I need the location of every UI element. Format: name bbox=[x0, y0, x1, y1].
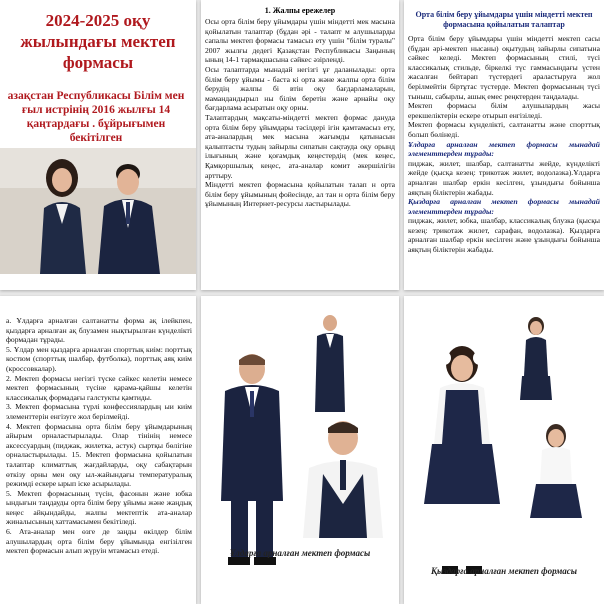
boy-blazer-photo bbox=[211, 351, 293, 566]
students-photo bbox=[0, 148, 196, 274]
girl-top-photo bbox=[514, 316, 558, 416]
cover-title: 2024-2025 оқу жылындағы мектеп формасы bbox=[20, 11, 176, 72]
boys-uniform-text: пиджак, жилет, шалбар, салтанатты жейде, күнделікті жейде (қысқа кезең: трикотаж жилет, водолазка).Ұлдарға арналған шалбар еркін кесілген, ұзындығы бойынша аяқтың біліктерін жабады. bbox=[408, 158, 600, 197]
requirements-panel bbox=[404, 0, 604, 290]
requirements-text: Орта білім беру ұйымдары үшін міндетті мектеп сасы (бұдан әрі-мектеп нысаны) оқытудың зайырлы сипатына сәйкес келеді. Мектеп формасының стилі, түсі классикалық стильде, біркелкі түс гаммасындағы үстен жасалған бейтарап түстердегі араластыруға жол берілмейтін біртұтас түстерде. Мектеп формасының түсі тыныш, сабырлы, ашық емес реңктерден таңдалады. Мектеп формасы білім алушылардың жасы ерекшеліктерін ескере отырып енгізіледі. Мектеп формасы күнделікті, салтанатты және спорттық болып бөлінеді. bbox=[408, 34, 600, 139]
general-provisions-panel bbox=[201, 0, 399, 290]
girl-pinafore-photo bbox=[412, 344, 512, 584]
girl-blouse-photo bbox=[516, 422, 596, 552]
rules-panel bbox=[0, 296, 196, 604]
general-provisions-heading: 1. Жалпы ережелер bbox=[264, 6, 336, 15]
rules-text: а. Ұлдарға арналған салтанатты форма ақ ілейкпен, қыздарға арналған ақ блузамен нықтырылған күнделікті формадан тұрады. 5. Ұлдар мен қыздарға арналған спорттық киім: порттық костюм (спорттық шалбар, футболка), порттық аяқ киім (кроссовкалар). 2. Мектеп формасы негізгі түске сәйкес келетін немесе мектеп формасының түсіне қарама-қайшы келетін классикалық формадағы галстукты қамтиды. 3. Мектеп формасына түрлі конфессиялардың ыи киім элементтерін енгізуге жол берілмейді. 4. Мектеп формасына орта білім беру ұйымдарының айырым орналастырылады. Олар тінінің немесе аксессуардың (пиджак, жилетка, астук) сыртқы бөлігіне орналастырылады. 15. Мектеп формасына қойылатын талаптар климаттық жағдайларды, оқу сабақтарын өткізу орны мен оқу ыл-жайындағы температуралық режимді ескере ырып іске асырылады. 5. Мектеп формасының түсін, фасонын және юбка ындығын таңдауды орта білім беру ұйымы және жаңдық кеңес айқындайды, жалпы мектептік ата-аналар жиналысының хаттамасымен бекітіледі. 6. Ата-аналар мен өзге де заңды өкілдер білім алушылардың орта білім беру ұйымында енгізілген мектеп формасын алып жүруін мтамасыз етеді. bbox=[6, 316, 192, 556]
girls-uniform-text: пиджак, жилет, юбка, шалбар, классикалық блузка (қысқы кезең: трикотаж жилет, сарафан, водолазка). Қыздарға арналған шалбар еркін кесілген және ұзындығы бойынша аяқтың біліктерін жабады. bbox=[408, 216, 600, 255]
boy-suit-photo bbox=[307, 314, 353, 414]
cover-subtitle: азақстан Республикасы Білім мен ғыл истрінің 2016 жылғы 14 қаңтардағы . бұйрығымен бекітілген bbox=[7, 90, 185, 144]
cover-panel bbox=[0, 0, 196, 290]
girls-uniform-heading: Қыздарға арналған мектеп формасы мынадай элементтерден тұрады: bbox=[408, 197, 600, 216]
boys-uniform-heading: Ұлдарға арналған мектеп формасы мынадай элементтерден тұрады: bbox=[408, 139, 600, 159]
boys-uniform-caption: Ұлдарға арналған мектеп формасы bbox=[229, 548, 371, 558]
boy-vest-photo bbox=[297, 418, 389, 538]
boys-uniform-panel bbox=[201, 296, 399, 604]
girls-uniform-caption: Қыздарға арналған мектеп формасы bbox=[430, 566, 578, 576]
general-provisions-text: Осы орта білім беру ұйымдары үшін міндетті мек масына қойылатын талаптар (бұдан әрі - талапт м алушыларды сапалы мектеп формасы тамасыз ету үшін "білім туралы" 2007 жылғы дедегі Қазақстан Республикасы Заңының ының 14-1 тармақшасына сәйкес әзірленді. Осы талаптарда мынадай негізгі ұғ даланылады: орта білім беру ұйымы - баста кі орта және жалпы орта білім берудің жалпы бі втін оқу бағдарламаларын, мамандандырыл ны білім беретін және арнайы оқу бағдарлама асыратын оқу орны. Талаптардың мақсаты-міндетті мектеп формас дануда орта білім беру ұйымдары тәсілдері ігін қамтамасыз ету, ата-аналардың мек масына жағымды қатынасын қалыптасты тудың зайырлы сипатын сақтауда оқу орынд ілығының және қоғамдық кеңестердің (мек кеңес, Қамқоршылық кеңес, ата-аналар комит әкершілігін арттыру. Міндетті мектеп формасына қойылатын талап н орта білім беру ұйымының фойесінде, ал тан н орта білім беру ұйымының Интернет-ресурсы ластырылады. bbox=[205, 17, 395, 209]
requirements-heading: Орта білім беру ұйымдары үшін міндетті мектеп формасына қойылатын талаптар bbox=[415, 10, 593, 29]
girls-uniform-panel bbox=[404, 296, 604, 604]
